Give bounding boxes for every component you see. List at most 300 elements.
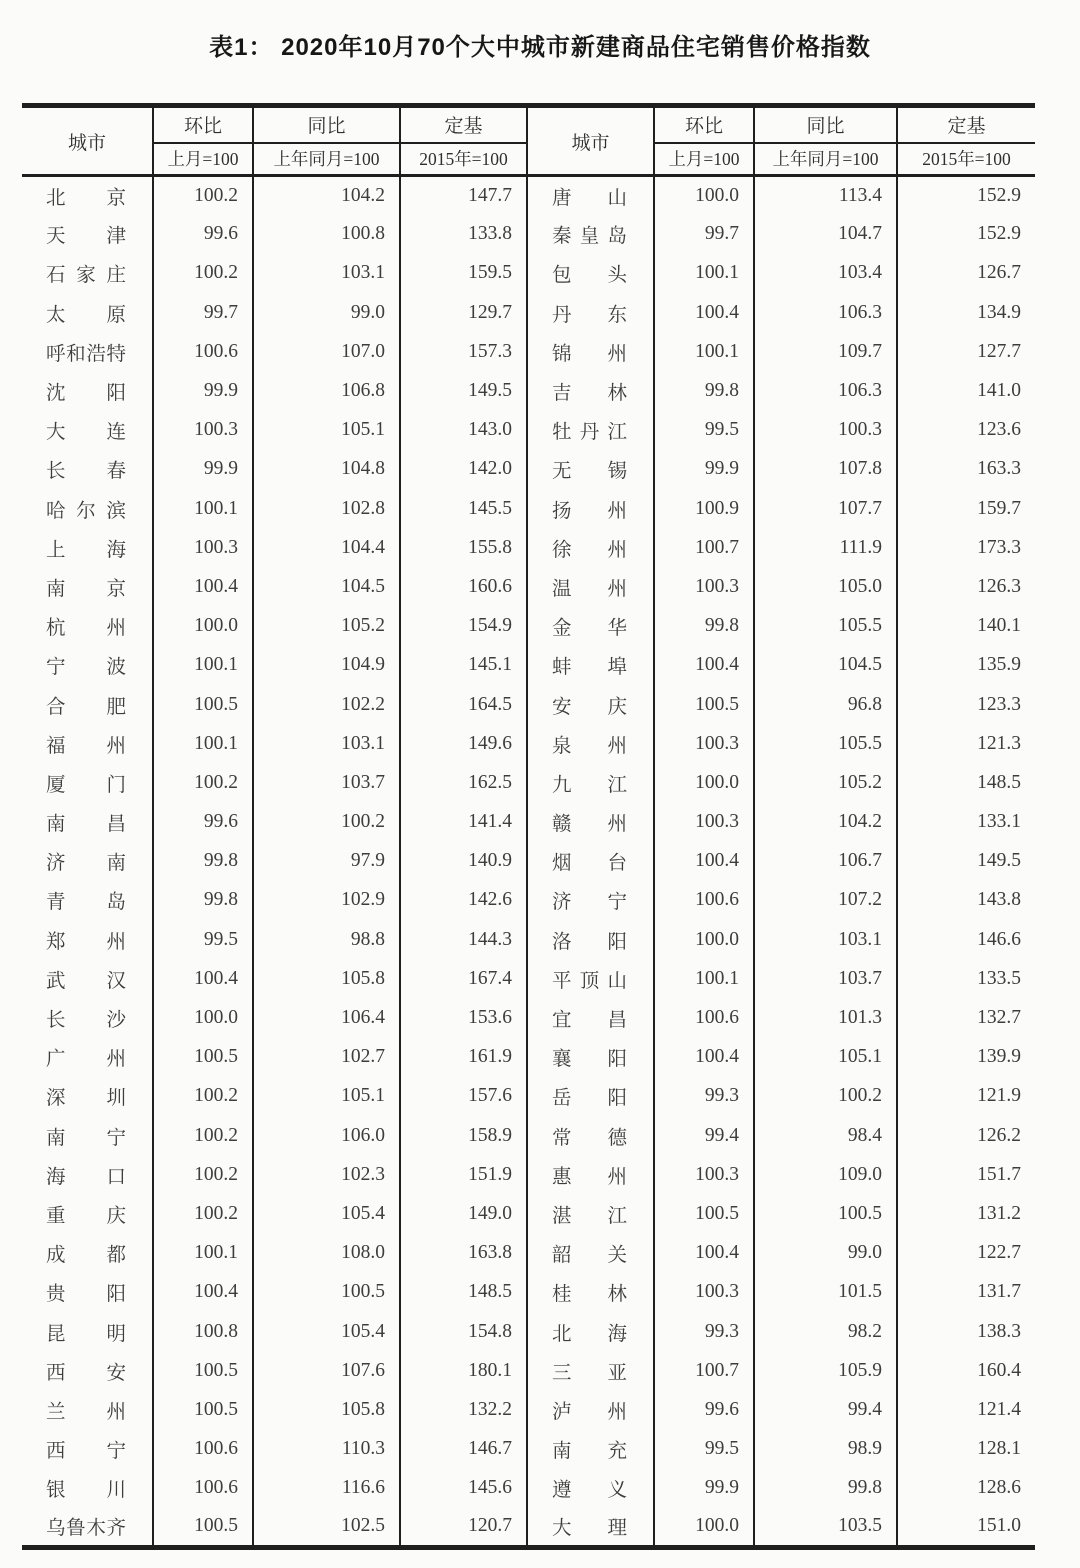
city-cell: 金 华	[527, 607, 654, 646]
city-cell: 大 理	[527, 1508, 654, 1547]
city-cell: 呼 和 浩 特	[22, 332, 153, 371]
table-row	[22, 1234, 1035, 1273]
base-value: 120.7	[400, 1508, 527, 1547]
city-cell: 哈 尔 滨	[22, 489, 153, 528]
city-cell: 丹 东	[527, 293, 654, 332]
mom-value: 100.4	[654, 1234, 754, 1273]
city-cell: 青 岛	[22, 881, 153, 920]
base-value: 129.7	[400, 293, 527, 332]
city-cell: 海 口	[22, 1155, 153, 1194]
yoy-value: 100.5	[754, 1194, 897, 1233]
table-row	[22, 881, 1035, 920]
mom-value: 100.2	[153, 254, 253, 293]
yoy-value: 107.2	[754, 881, 897, 920]
mom-value: 99.4	[654, 1116, 754, 1155]
mom-base-label-right: 上月=100	[654, 143, 754, 176]
yoy-value: 111.9	[754, 528, 897, 567]
yoy-value: 104.8	[253, 450, 400, 489]
yoy-header-left: 同比	[253, 106, 400, 143]
city-cell: 牡 丹 江	[527, 411, 654, 450]
mom-value: 100.8	[153, 1312, 253, 1351]
base-value: 139.9	[977, 1046, 1021, 1068]
yoy-value: 103.1	[253, 724, 400, 763]
table-row	[22, 1273, 1035, 1312]
fixed-base-header-right: 定基	[897, 106, 1035, 143]
city-cell: 扬 州	[527, 489, 654, 528]
city-cell: 兰 州	[22, 1390, 153, 1429]
mom-value: 99.8	[153, 881, 253, 920]
base-value: 122.7	[977, 1242, 1021, 1264]
yoy-value: 106.8	[253, 371, 400, 410]
mom-header-left: 环比	[153, 106, 253, 143]
yoy-value: 104.2	[754, 803, 897, 842]
base-value: 157.6	[400, 1077, 527, 1116]
city-cell: 贵 阳	[22, 1273, 153, 1312]
base-value: 132.2	[400, 1390, 527, 1429]
yoy-value: 104.4	[253, 528, 400, 567]
city-cell: 三 亚	[527, 1351, 654, 1390]
table-row	[22, 763, 1035, 802]
mom-value: 100.1	[153, 489, 253, 528]
base-value: 133.5	[977, 967, 1021, 989]
mom-value: 100.0	[654, 1508, 754, 1547]
mom-value: 99.6	[654, 1390, 754, 1429]
city-cell: 包 头	[527, 254, 654, 293]
yoy-value: 109.7	[754, 332, 897, 371]
table-row	[22, 1351, 1035, 1390]
city-cell: 平 顶 山	[527, 959, 654, 998]
yoy-value: 107.0	[253, 332, 400, 371]
mom-value: 100.3	[654, 724, 754, 763]
city-cell: 蚌 埠	[527, 646, 654, 685]
mom-value: 100.2	[153, 176, 253, 215]
mom-value: 100.4	[654, 293, 754, 332]
base-value: 121.3	[977, 732, 1021, 754]
base-value: 163.3	[977, 458, 1021, 480]
yoy-value: 105.5	[754, 724, 897, 763]
mom-value: 99.7	[153, 293, 253, 332]
table-row	[22, 803, 1035, 842]
base-value: 149.6	[400, 724, 527, 763]
table-row	[22, 371, 1035, 410]
table-row	[22, 1155, 1035, 1194]
city-cell: 安 庆	[527, 685, 654, 724]
city-cell: 烟 台	[527, 842, 654, 881]
yoy-value: 106.3	[754, 371, 897, 410]
mom-value: 100.1	[654, 254, 754, 293]
base-value: 157.3	[400, 332, 527, 371]
yoy-value: 99.0	[253, 293, 400, 332]
yoy-value: 102.8	[253, 489, 400, 528]
city-cell: 吉 林	[527, 371, 654, 410]
table-row	[22, 646, 1035, 685]
city-cell: 南 宁	[22, 1116, 153, 1155]
yoy-value: 116.6	[253, 1469, 400, 1508]
base-value: 148.5	[400, 1273, 527, 1312]
mom-value: 99.8	[153, 842, 253, 881]
table-row	[22, 1469, 1035, 1508]
city-cell: 桂 林	[527, 1273, 654, 1312]
base-value: 148.5	[977, 771, 1021, 793]
table-row	[22, 1430, 1035, 1469]
base-value: 123.3	[977, 693, 1021, 715]
base-value: 167.4	[400, 959, 527, 998]
base-value: 160.6	[400, 567, 527, 606]
header-row-groups	[22, 106, 1035, 143]
city-cell: 北 京	[22, 176, 153, 215]
mom-value: 100.3	[654, 1155, 754, 1194]
city-cell: 天 津	[22, 215, 153, 254]
yoy-value: 101.5	[754, 1273, 897, 1312]
city-cell: 石 家 庄	[22, 254, 153, 293]
table-row	[22, 998, 1035, 1037]
base-value: 145.6	[400, 1469, 527, 1508]
mom-value: 100.6	[654, 998, 754, 1037]
base-value: 145.5	[400, 489, 527, 528]
mom-value: 99.9	[654, 450, 754, 489]
mom-value: 100.6	[153, 332, 253, 371]
table-row	[22, 176, 1035, 215]
base-value: 142.6	[400, 881, 527, 920]
yoy-value: 103.1	[253, 254, 400, 293]
mom-value: 100.4	[153, 1273, 253, 1312]
yoy-value: 104.5	[754, 646, 897, 685]
mom-value: 99.6	[153, 803, 253, 842]
mom-value: 100.2	[153, 1194, 253, 1233]
base-value: 154.8	[400, 1312, 527, 1351]
table-row	[22, 607, 1035, 646]
table-header	[22, 106, 1035, 176]
yoy-value: 105.1	[253, 411, 400, 450]
yoy-value: 103.4	[754, 254, 897, 293]
mom-value: 100.9	[654, 489, 754, 528]
base-value: 173.3	[977, 536, 1021, 558]
yoy-value: 105.1	[754, 1038, 897, 1077]
city-cell: 常 德	[527, 1116, 654, 1155]
city-cell: 泸 州	[527, 1390, 654, 1429]
yoy-value: 98.9	[754, 1430, 897, 1469]
mom-value: 100.1	[153, 646, 253, 685]
city-cell: 郑 州	[22, 920, 153, 959]
table-row	[22, 411, 1035, 450]
yoy-value: 96.8	[754, 685, 897, 724]
city-cell: 南 京	[22, 567, 153, 606]
base-value: 128.1	[977, 1438, 1021, 1460]
table-row	[22, 724, 1035, 763]
mom-value: 99.5	[654, 411, 754, 450]
yoy-value: 106.0	[253, 1116, 400, 1155]
mom-value: 100.1	[153, 1234, 253, 1273]
mom-value: 100.2	[153, 1155, 253, 1194]
yoy-value: 99.8	[754, 1469, 897, 1508]
base-value: 161.9	[400, 1038, 527, 1077]
mom-value: 100.4	[654, 1038, 754, 1077]
base-value: 133.1	[977, 811, 1021, 833]
city-cell: 长 沙	[22, 998, 153, 1037]
base-value: 152.9	[977, 223, 1021, 245]
mom-value: 99.6	[153, 215, 253, 254]
base-value: 141.4	[400, 803, 527, 842]
table-row	[22, 332, 1035, 371]
base-value: 146.7	[400, 1430, 527, 1469]
yoy-value: 103.7	[253, 763, 400, 802]
yoy-value: 106.3	[754, 293, 897, 332]
yoy-value: 105.4	[253, 1194, 400, 1233]
mom-value: 100.2	[153, 1116, 253, 1155]
city-cell: 沈 阳	[22, 371, 153, 410]
table-row	[22, 450, 1035, 489]
yoy-value: 102.7	[253, 1038, 400, 1077]
price-index-table	[22, 103, 1035, 1550]
yoy-value: 107.7	[754, 489, 897, 528]
city-cell: 泉 州	[527, 724, 654, 763]
table-row	[22, 489, 1035, 528]
yoy-value: 106.7	[754, 842, 897, 881]
yoy-value: 99.4	[754, 1390, 897, 1429]
mom-value: 100.3	[153, 528, 253, 567]
base-value: 145.1	[400, 646, 527, 685]
mom-value: 99.7	[654, 215, 754, 254]
base-value: 162.5	[400, 763, 527, 802]
table-row	[22, 567, 1035, 606]
mom-value: 100.3	[654, 803, 754, 842]
city-cell: 杭 州	[22, 607, 153, 646]
mom-value: 99.9	[654, 1469, 754, 1508]
yoy-value: 102.2	[253, 685, 400, 724]
yoy-value: 100.3	[754, 411, 897, 450]
base-value: 140.1	[977, 615, 1021, 637]
city-cell: 湛 江	[527, 1194, 654, 1233]
base-value: 126.7	[977, 262, 1021, 284]
city-cell: 福 州	[22, 724, 153, 763]
yoy-value: 98.8	[253, 920, 400, 959]
mom-value: 100.5	[153, 1038, 253, 1077]
mom-value: 100.3	[654, 567, 754, 606]
page-title: 表1： 2020年10月70个大中城市新建商品住宅销售价格指数	[209, 34, 871, 61]
city-cell: 南 充	[527, 1430, 654, 1469]
yoy-base-label-right: 上年同月=100	[754, 143, 897, 176]
yoy-value: 106.4	[253, 998, 400, 1037]
city-cell: 济 南	[22, 842, 153, 881]
base-value: 135.9	[977, 654, 1021, 676]
mom-value: 100.0	[654, 176, 754, 215]
yoy-value: 105.4	[253, 1312, 400, 1351]
city-cell: 西 宁	[22, 1430, 153, 1469]
yoy-value: 103.5	[754, 1508, 897, 1547]
yoy-value: 102.3	[253, 1155, 400, 1194]
table-body	[22, 176, 1035, 1548]
base-value: 163.8	[400, 1234, 527, 1273]
mom-value: 100.2	[153, 1077, 253, 1116]
fixed-base-label-left: 2015年=100	[400, 143, 527, 176]
mom-value: 100.6	[654, 881, 754, 920]
yoy-value: 105.0	[754, 567, 897, 606]
table-row	[22, 1508, 1035, 1547]
table-row	[22, 1116, 1035, 1155]
yoy-value: 105.1	[253, 1077, 400, 1116]
mom-value: 99.5	[153, 920, 253, 959]
city-cell: 宜 昌	[527, 998, 654, 1037]
table-row	[22, 1077, 1035, 1116]
city-cell: 成 都	[22, 1234, 153, 1273]
city-cell: 太 原	[22, 293, 153, 332]
table-row	[22, 1038, 1035, 1077]
city-cell: 长 春	[22, 450, 153, 489]
mom-value: 100.3	[153, 411, 253, 450]
base-value: 159.7	[977, 497, 1021, 519]
yoy-value: 100.8	[253, 215, 400, 254]
mom-value: 100.3	[654, 1273, 754, 1312]
base-value: 121.4	[977, 1398, 1021, 1420]
mom-base-label-left: 上月=100	[153, 143, 253, 176]
base-value: 144.3	[400, 920, 527, 959]
yoy-value: 101.3	[754, 998, 897, 1037]
base-value: 143.0	[400, 411, 527, 450]
base-value: 146.6	[977, 928, 1021, 950]
base-value: 131.7	[977, 1281, 1021, 1303]
table-row	[22, 215, 1035, 254]
city-cell: 乌 鲁 木 齐	[22, 1508, 153, 1547]
city-cell: 九 江	[527, 763, 654, 802]
base-value: 143.8	[977, 889, 1021, 911]
yoy-header-right: 同比	[754, 106, 897, 143]
base-value: 140.9	[400, 842, 527, 881]
base-value: 160.4	[977, 1359, 1021, 1381]
base-value: 164.5	[400, 685, 527, 724]
base-value: 121.9	[977, 1085, 1021, 1107]
city-cell: 厦 门	[22, 763, 153, 802]
mom-value: 100.1	[153, 724, 253, 763]
mom-value: 100.5	[153, 1351, 253, 1390]
base-value: 151.7	[977, 1163, 1021, 1185]
city-cell: 西 安	[22, 1351, 153, 1390]
city-header-right: 城市	[527, 106, 654, 176]
city-cell: 锦 州	[527, 332, 654, 371]
mom-value: 100.1	[654, 959, 754, 998]
fixed-base-header-left: 定基	[400, 106, 527, 143]
mom-value: 100.7	[654, 1351, 754, 1390]
city-cell: 昆 明	[22, 1312, 153, 1351]
mom-value: 99.3	[654, 1077, 754, 1116]
base-value: 151.9	[400, 1155, 527, 1194]
table-row	[22, 293, 1035, 332]
yoy-value: 109.0	[754, 1155, 897, 1194]
yoy-value: 105.9	[754, 1351, 897, 1390]
city-cell: 洛 阳	[527, 920, 654, 959]
yoy-value: 105.2	[754, 763, 897, 802]
yoy-value: 102.5	[253, 1508, 400, 1547]
city-cell: 遵 义	[527, 1469, 654, 1508]
base-value: 158.9	[400, 1116, 527, 1155]
mom-value: 99.5	[654, 1430, 754, 1469]
table-row	[22, 528, 1035, 567]
base-value: 131.2	[977, 1202, 1021, 1224]
city-cell: 岳 阳	[527, 1077, 654, 1116]
city-cell: 襄 阳	[527, 1038, 654, 1077]
yoy-value: 102.9	[253, 881, 400, 920]
yoy-base-label-left: 上年同月=100	[253, 143, 400, 176]
yoy-value: 110.3	[253, 1430, 400, 1469]
base-value: 138.3	[977, 1320, 1021, 1342]
mom-value: 100.5	[654, 1194, 754, 1233]
city-cell: 深 圳	[22, 1077, 153, 1116]
yoy-value: 107.8	[754, 450, 897, 489]
yoy-value: 104.9	[253, 646, 400, 685]
table-row	[22, 1312, 1035, 1351]
city-cell: 无 锡	[527, 450, 654, 489]
city-cell: 重 庆	[22, 1194, 153, 1233]
yoy-value: 100.5	[253, 1273, 400, 1312]
mom-value: 100.4	[654, 842, 754, 881]
base-value: 123.6	[977, 419, 1021, 441]
mom-value: 100.1	[654, 332, 754, 371]
city-cell: 徐 州	[527, 528, 654, 567]
city-cell: 合 肥	[22, 685, 153, 724]
mom-value: 100.0	[153, 998, 253, 1037]
mom-value: 100.7	[654, 528, 754, 567]
yoy-value: 98.4	[754, 1116, 897, 1155]
table-row	[22, 685, 1035, 724]
yoy-value: 105.8	[253, 959, 400, 998]
base-value: 147.7	[400, 176, 527, 215]
yoy-value: 105.5	[754, 607, 897, 646]
yoy-value: 97.9	[253, 842, 400, 881]
mom-value: 99.9	[153, 450, 253, 489]
mom-value: 100.0	[654, 920, 754, 959]
yoy-value: 107.6	[253, 1351, 400, 1390]
base-value: 134.9	[977, 301, 1021, 323]
city-cell: 南 昌	[22, 803, 153, 842]
mom-value: 100.5	[153, 1508, 253, 1547]
city-cell: 大 连	[22, 411, 153, 450]
table-row	[22, 1390, 1035, 1429]
mom-value: 100.6	[153, 1469, 253, 1508]
mom-value: 100.4	[654, 646, 754, 685]
base-value: 149.0	[400, 1194, 527, 1233]
base-value: 155.8	[400, 528, 527, 567]
city-cell: 广 州	[22, 1038, 153, 1077]
mom-value: 100.0	[153, 607, 253, 646]
yoy-value: 103.7	[754, 959, 897, 998]
yoy-value: 100.2	[253, 803, 400, 842]
base-value: 153.6	[400, 998, 527, 1037]
base-value: 141.0	[977, 380, 1021, 402]
mom-value: 100.6	[153, 1430, 253, 1469]
base-value: 127.7	[977, 340, 1021, 362]
yoy-value: 104.7	[754, 215, 897, 254]
yoy-value: 99.0	[754, 1234, 897, 1273]
base-value: 126.3	[977, 575, 1021, 597]
base-value: 159.5	[400, 254, 527, 293]
city-cell: 宁 波	[22, 646, 153, 685]
city-cell: 赣 州	[527, 803, 654, 842]
table-row	[22, 842, 1035, 881]
base-value: 180.1	[400, 1351, 527, 1390]
mom-value: 100.5	[153, 685, 253, 724]
city-cell: 上 海	[22, 528, 153, 567]
mom-value: 100.4	[153, 567, 253, 606]
base-value: 142.0	[400, 450, 527, 489]
mom-value: 99.3	[654, 1312, 754, 1351]
base-value: 126.2	[977, 1124, 1021, 1146]
table-row	[22, 1194, 1035, 1233]
city-cell: 北 海	[527, 1312, 654, 1351]
base-value: 128.6	[977, 1477, 1021, 1499]
base-value: 132.7	[977, 1007, 1021, 1029]
base-value: 151.0	[897, 1508, 1035, 1547]
mom-header-right: 环比	[654, 106, 754, 143]
mom-value: 100.0	[654, 763, 754, 802]
